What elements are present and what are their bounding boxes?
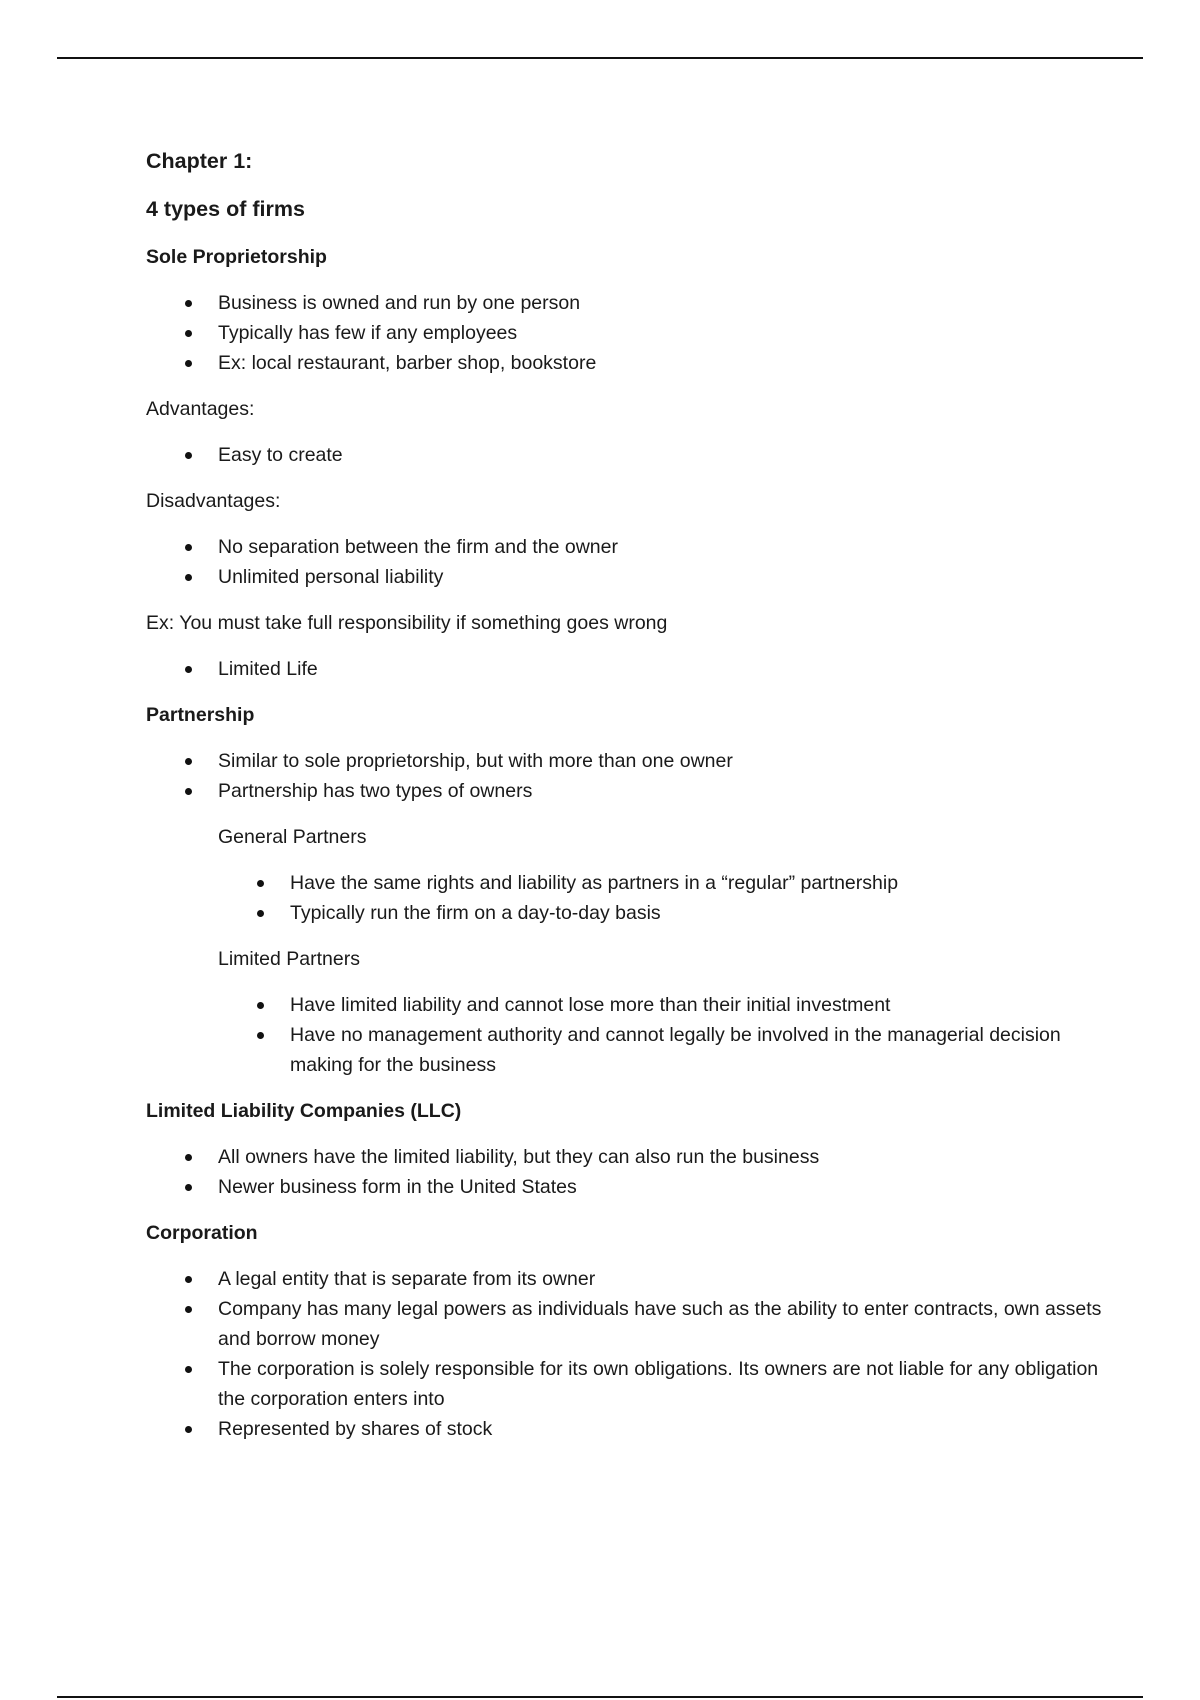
list-item: Company has many legal powers as individuals have such as the ability to enter contracts, own assets and borrow money [218, 1294, 1106, 1354]
llc-bullets [146, 1142, 1106, 1202]
general-partners-label: General Partners [218, 826, 367, 848]
sole-bullets [146, 288, 1106, 378]
list-item: Have the same rights and liability as partners in a “regular” partnership [290, 868, 1106, 898]
list-item: Have limited liability and cannot lose more than their initial investment [290, 990, 1106, 1020]
bullet-icon [185, 574, 192, 581]
bullet-icon [185, 1426, 192, 1433]
chapter-title: Chapter 1: [146, 149, 253, 173]
list-item: Ex: local restaurant, barber shop, bookstore [218, 348, 1106, 378]
list-item: The corporation is solely responsible for its own obligations. Its owners are not liable for any obligation the corporation enters into [218, 1354, 1106, 1414]
list-item: Business is owned and run by one person [218, 288, 1106, 318]
sole-example: Ex: You must take full responsibility if something goes wrong [146, 612, 668, 634]
disadvantages-list [146, 532, 1106, 592]
partnership-bullets [146, 746, 1106, 806]
bullet-icon [185, 1276, 192, 1283]
bullet-icon [185, 452, 192, 459]
list-item: Similar to sole proprietorship, but with more than one owner [218, 746, 1106, 776]
list-item: All owners have the limited liability, but they can also run the business [218, 1142, 1106, 1172]
bullet-icon [185, 1184, 192, 1191]
list-item: Limited Life [218, 654, 1106, 684]
heading-sole-proprietorship: Sole Proprietorship [146, 246, 327, 268]
limited-partners-label: Limited Partners [218, 948, 360, 970]
bullet-icon [257, 1032, 264, 1039]
advantages-label: Advantages: [146, 398, 255, 420]
bullet-icon [185, 788, 192, 795]
heading-llc: Limited Liability Companies (LLC) [146, 1100, 462, 1122]
bullet-icon [185, 300, 192, 307]
general-partners-list [146, 868, 1106, 928]
list-item: Partnership has two types of owners [218, 776, 1106, 806]
list-item: Newer business form in the United States [218, 1172, 1106, 1202]
bullet-icon [257, 880, 264, 887]
bullet-icon [185, 360, 192, 367]
list-item: Have no management authority and cannot legally be involved in the managerial decision making for the business [290, 1020, 1106, 1080]
bullet-icon [257, 910, 264, 917]
list-item: Easy to create [218, 440, 1106, 470]
list-item: Typically run the firm on a day-to-day basis [290, 898, 1106, 928]
list-item: Typically has few if any employees [218, 318, 1106, 348]
section-subtitle: 4 types of firms [146, 197, 305, 221]
heading-corporation: Corporation [146, 1222, 258, 1244]
bullet-icon [185, 1306, 192, 1313]
limited-partners-list [146, 990, 1106, 1080]
bullet-icon [185, 758, 192, 765]
bullet-icon [185, 1154, 192, 1161]
bullet-icon [257, 1002, 264, 1009]
list-item: Unlimited personal liability [218, 562, 1106, 592]
bullet-icon [185, 330, 192, 337]
sole-more-list [146, 654, 1106, 684]
disadvantages-label: Disadvantages: [146, 490, 281, 512]
footer-rule [57, 1696, 1143, 1698]
bullet-icon [185, 1366, 192, 1373]
bullet-icon [185, 544, 192, 551]
list-item: No separation between the firm and the owner [218, 532, 1106, 562]
bullet-icon [185, 666, 192, 673]
advantages-list [146, 440, 1106, 470]
heading-partnership: Partnership [146, 704, 255, 726]
corporation-bullets [146, 1264, 1106, 1444]
list-item: Represented by shares of stock [218, 1414, 1106, 1444]
header-rule [57, 57, 1143, 59]
document-body [146, 146, 1106, 1460]
list-item: A legal entity that is separate from its owner [218, 1264, 1106, 1294]
